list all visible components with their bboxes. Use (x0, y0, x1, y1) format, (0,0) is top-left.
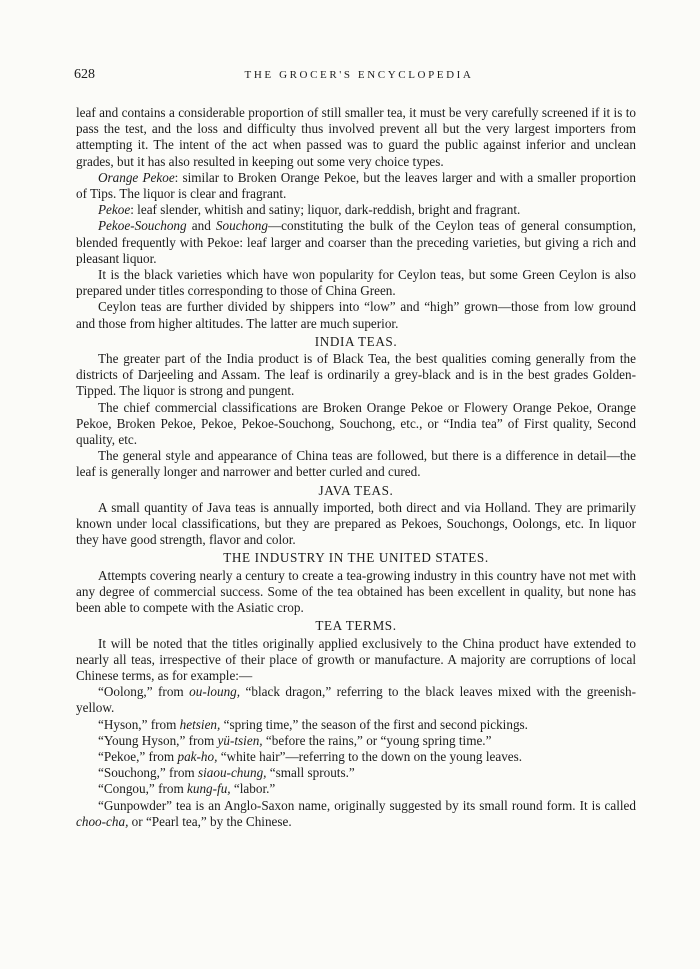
souchong-text: —constituting the bulk of the Ceylon teas of general consumption, blended frequently with Pekoe: leaf larger and coarser than the preceding varieties, but giving a rich and pleasant liquor. (76, 218, 636, 266)
paragraph-tea-terms: It will be noted that the titles originally applied exclusively to the China product have extended to nearly all teas, irrespective of their place of growth or manufacture. A majority are corruptions of local Chinese terms, as for example:— (76, 635, 636, 683)
hyson-rest: “spring time,” the season of the first and second pickings. (220, 716, 528, 732)
paragraph-java: A small quantity of Java teas is annually imported, both direct and via Holland. They are primarily known under local classifications, but they are prepared as Pekoes, Souchongs, Oolongs, etc. In liquor they have good strength, flavor and color. (76, 499, 636, 548)
young-hyson-rest: “before the rains,” or “young spring time.” (262, 732, 492, 748)
gunpowder-term: choo-cha, (76, 813, 129, 829)
entry-hyson (76, 717, 636, 733)
paragraph-pekoe (76, 202, 636, 218)
entry-pekoe (76, 749, 636, 765)
hyson-term: hetsien, (179, 716, 221, 732)
page-number: 628 (74, 67, 95, 82)
congou-rest: “labor.” (230, 781, 276, 797)
paragraph-india-3: The general style and appearance of China teas are followed, but there is a difference in detail—the leaf is generally longer and narrower and better curled and cured. (76, 448, 636, 480)
paragraph-continuation: leaf and contains a considerable proportion of still smaller tea, it must be very carefully screened if it is to pass the test, and the loss and difficulty thus involved prevent all but the very largest importers from attempting it. The intent of the act when passed was to guard the public against inferior and unclean grades, but it has also resulted in keeping out some very choice types. (76, 105, 636, 169)
entry-congou (76, 781, 636, 797)
souchong-term: siaou-chung, (197, 765, 267, 781)
pekoe-lead: “Pekoe,” from (98, 748, 178, 764)
oolong-lead: “Oolong,” from (98, 684, 190, 700)
gunpowder-lead: “Gunpowder” tea is an Anglo-Saxon name, originally suggested by its small round form. It is called (98, 797, 636, 813)
entry-gunpowder (76, 798, 636, 830)
paragraph-india-1: The greater part of the India product is of Black Tea, the best qualities coming generally from the districts of Darjeeling and Assam. The leaf is ordinarily a grey-black and is in the best grades Golden-Tipped. The liquor is strong and pungent. (76, 351, 636, 399)
hyson-lead: “Hyson,” from (98, 716, 180, 732)
congou-lead: “Congou,” from (98, 781, 187, 797)
young-hyson-term: yü-tsien, (217, 732, 263, 748)
pekoe-term: pak-ho, (177, 748, 218, 764)
paragraph-ceylon-divided: Ceylon teas are further divided by shippers into “low” and “high” grown—those from low ground and those from higher altitudes. The latter are much superior. (76, 299, 636, 331)
term-souchong: Souchong (215, 218, 268, 234)
heading-united-states: THE INDUSTRY IN THE UNITED STATES. (223, 550, 489, 566)
and-text: and (186, 218, 216, 234)
term-pekoe: Pekoe (98, 202, 131, 218)
congou-term: kung-fu, (187, 781, 231, 797)
heading-india-teas: INDIA TEAS. (314, 333, 398, 349)
term-orange-pekoe: Orange Pekoe (98, 169, 175, 185)
paragraph-pekoe-souchong (76, 218, 636, 267)
paragraph-india-2: The chief commercial classifications are Broken Orange Pekoe or Flowery Orange Pekoe, Orange Pekoe, Broken Pekoe, Pekoe, Pekoe-Souchong, Souchong, etc., or “India tea” of First quality, Second quality, etc. (76, 399, 636, 448)
body-text (76, 105, 636, 830)
running-head (74, 67, 644, 83)
gunpowder-rest: or “Pearl tea,” by the Chinese. (128, 813, 292, 829)
paragraph-united-states: Attempts covering nearly a century to create a tea-growing industry in this country have not met with any degree of commercial success. Some of the tea obtained has been excellent in quality, but none has been able to compete with the Asiatic crop. (76, 567, 636, 616)
entry-young-hyson (76, 733, 636, 749)
paragraph-orange-pekoe (76, 170, 636, 202)
souchong-rest: “small sprouts.” (266, 765, 355, 781)
running-title: THE GROCER'S ENCYCLOPEDIA (244, 69, 474, 81)
entry-oolong (76, 684, 636, 716)
heading-java-teas: JAVA TEAS. (318, 482, 394, 498)
oolong-rest: “black dragon,” referring to the black leaves mixed with the greenish-yellow. (76, 684, 636, 716)
young-hyson-lead: “Young Hyson,” from (98, 732, 218, 748)
term-pekoe-souchong: Pekoe-Souchong (98, 218, 187, 234)
orange-pekoe-text: : similar to Broken Orange Pekoe, but the leaves larger and with a smaller proportion of Tips. The liquor is clear and fragrant. (76, 169, 637, 202)
heading-tea-terms: TEA TERMS. (315, 618, 397, 634)
souchong-lead: “Souchong,” from (98, 765, 198, 781)
oolong-term: ou-loung, (189, 684, 241, 700)
entry-souchong (76, 765, 636, 781)
pekoe-rest: “white hair”—referring to the down on the young leaves. (217, 748, 523, 764)
paragraph-black-varieties: It is the black varieties which have won popularity for Ceylon teas, but some Green Ceylon is also prepared under titles corresponding to those of China Green. (76, 267, 636, 299)
pekoe-text: : leaf slender, whitish and satiny; liquor, dark-reddish, bright and fragrant. (130, 202, 521, 218)
